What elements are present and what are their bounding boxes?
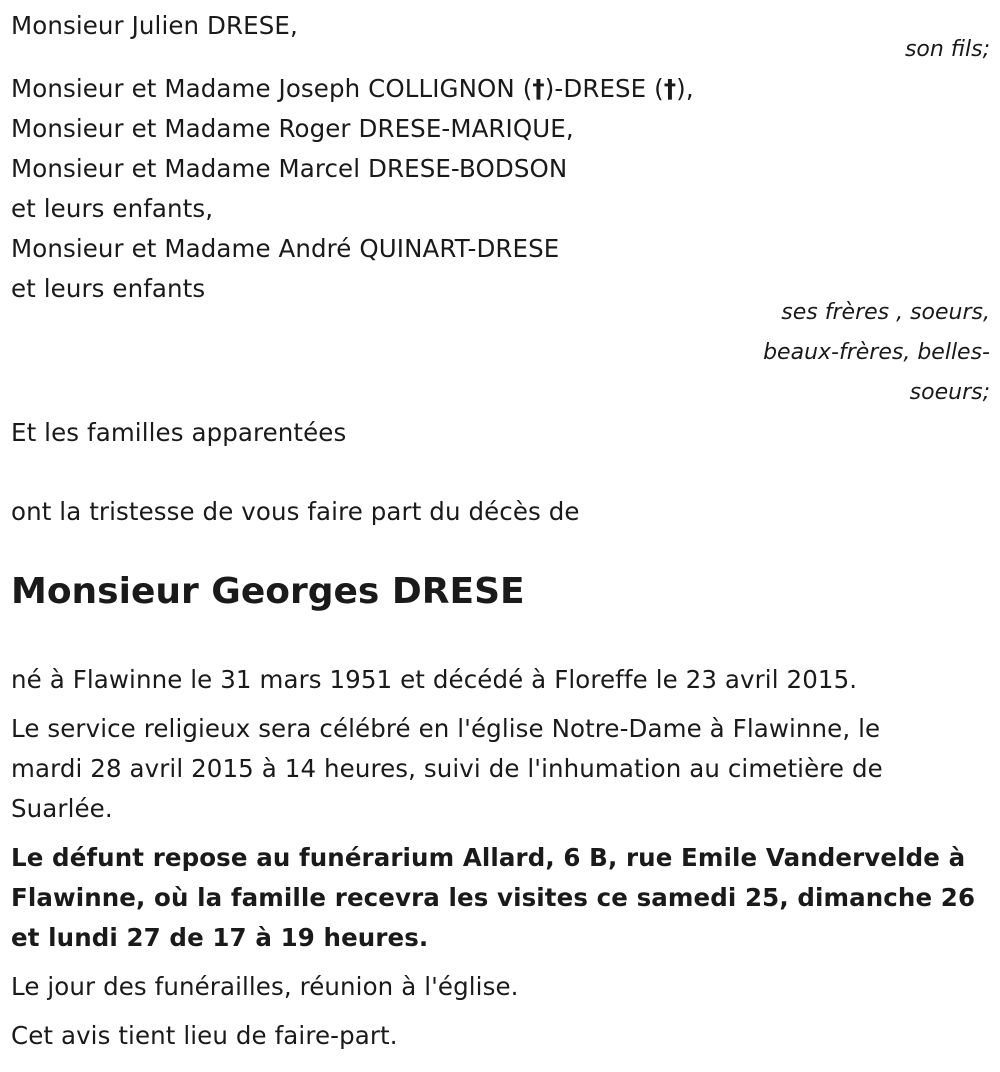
son-role: son fils; xyxy=(904,37,990,62)
cross-icon: † xyxy=(663,74,677,103)
visitation-line-3: et lundi 27 de 17 à 19 heures. xyxy=(11,923,429,952)
visitation-line-1: Le défunt repose au funérarium Allard, 6 B, rue Emile Vandervelde à xyxy=(11,843,966,872)
siblings-role-line-2: beaux-frères, belles- xyxy=(763,340,990,365)
relative-collignon-part-a: Monsieur et Madame Joseph COLLIGNON ( xyxy=(11,74,533,103)
relative-bodson-children: et leurs enfants, xyxy=(11,194,214,223)
deceased-name: Monsieur Georges DRESE xyxy=(11,571,525,612)
visitation-line-2: Flawinne, où la famille recevra les visites ce samedi 25, dimanche 26 xyxy=(11,883,976,912)
relative-collignon xyxy=(11,69,694,109)
meeting-note: Le jour des funérailles, réunion à l'église. xyxy=(11,972,519,1001)
birth-death: né à Flawinne le 31 mars 1951 et décédé à Floreffe le 23 avril 2015. xyxy=(11,665,858,694)
siblings-role-line-1: ses frères , soeurs, xyxy=(781,300,990,325)
related-families: Et les familles apparentées xyxy=(11,418,347,447)
relative-collignon-part-c: ), xyxy=(676,74,694,103)
relative-collignon-part-b: )-DRESE ( xyxy=(544,74,664,103)
relative-quinart-children: et leurs enfants xyxy=(11,274,206,303)
son-name: Monsieur Julien DRESE, xyxy=(11,11,298,40)
siblings-role-line-3: soeurs; xyxy=(909,380,990,405)
notice-note: Cet avis tient lieu de faire-part. xyxy=(11,1021,398,1050)
cross-icon: † xyxy=(532,74,545,103)
service-line-3: Suarlée. xyxy=(11,794,113,823)
relative-quinart: Monsieur et Madame André QUINART-DRESE xyxy=(11,234,560,263)
announcement-intro: ont la tristesse de vous faire part du décès de xyxy=(11,497,580,526)
relative-marique: Monsieur et Madame Roger DRESE-MARIQUE, xyxy=(11,114,574,143)
relative-bodson: Monsieur et Madame Marcel DRESE-BODSON xyxy=(11,154,568,183)
service-line-2: mardi 28 avril 2015 à 14 heures, suivi de l'inhumation au cimetière de xyxy=(11,754,883,783)
service-line-1: Le service religieux sera célébré en l'église Notre-Dame à Flawinne, le xyxy=(11,714,881,743)
